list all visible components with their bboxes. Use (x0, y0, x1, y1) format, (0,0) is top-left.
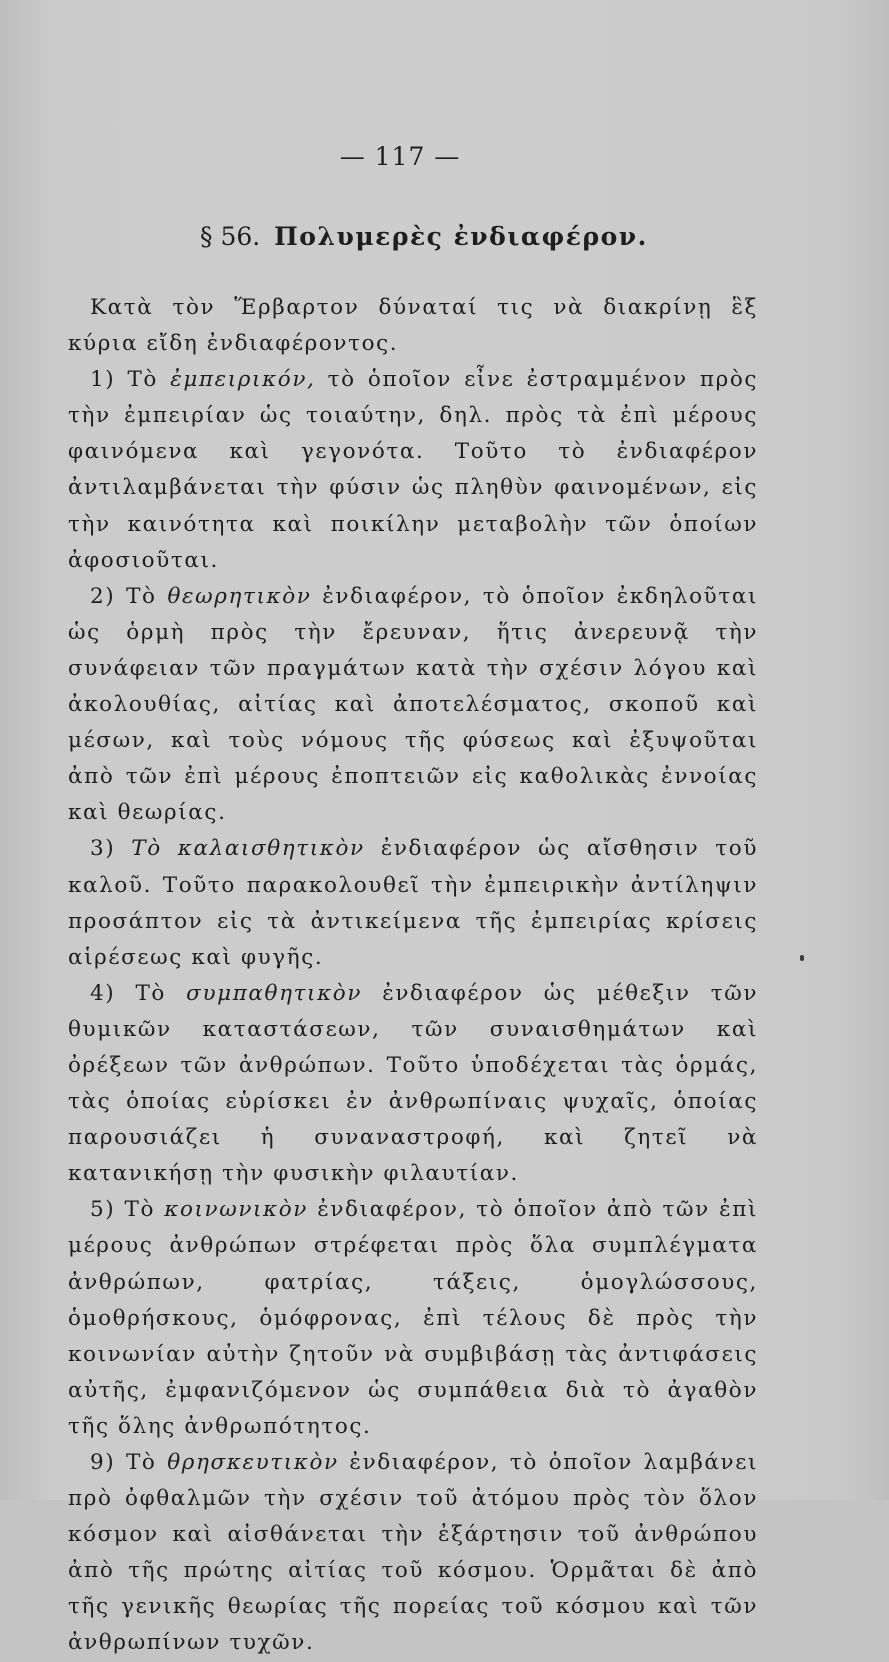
item-term: θρησκευτικὸν (167, 1450, 339, 1475)
item-number: 9) Τὸ (90, 1450, 168, 1475)
item-number: 5) Τὸ (90, 1197, 165, 1223)
page-number: — 117 — (339, 142, 461, 171)
paragraph-item-2 (68, 579, 758, 832)
item-text: ἐνδιαφέρον, τὸ ὁποῖον ἀπὸ τῶν ἐπὶ μέρους ἀνθρώπων στρέφεται πρὸς ὅλα συμπλέγματα ἀνθρώπων, φατρίας, τάξεις, ὁμογλώσσους, ὁμοθρήσκους, ὁμόφρονας, ἐπὶ τέλους δὲ πρὸς τὴν κοινωνίαν αὐτὴν ζητοῦν νὰ συμβιβάσῃ τὰς ἀντιφάσεις αὐτῆς, ἐμφανιζόμενον ὡς συμπάθεια διὰ τὸ ἀγαθὸν τῆς ὅλης ἀνθρωπότητος. (68, 1197, 759, 1439)
paragraph-item-3 (68, 831, 758, 975)
paragraph-item-1 (68, 362, 758, 579)
item-term: συμπαθητικὸν (186, 980, 363, 1006)
item-number: 2) Τὸ (90, 583, 168, 609)
item-text: ἐνδιαφέρον ὡς μέθεξιν τῶν θυμικῶν καταστάσεων, τῶν συναισθημάτων καὶ ὀρέξεων τῶν ἀνθρώπων. Τοῦτο ὑποδέχεται τὰς ὁρμάς, τὰς ὁποίας εὑρίσκει ἐν ἀνθρωπίναις ψυχαῖς, ὁποίας παρουσιάζει ἡ συναναστροφή, καὶ ζητεῖ νὰ κατανικήσῃ τὴν φυσικὴν φιλαυτίαν. (68, 980, 758, 1187)
item-text: τὸ ὁποῖον εἶνε ἐστραμμένον πρὸς τὴν ἐμπειρίαν ὡς τοιαύτην, δηλ. πρὸς τὰ ἐπὶ μέρους φαινόμενα καὶ γεγονότα. Τοῦτο τὸ ἐνδιαφέρον ἀντιλαμβάνεται τὴν φύσιν ὡς πληθὺν φαινομένων, εἰς τὴν καινότητα καὶ ποικίλην μεταβολὴν τῶν ὁποίων ἀφοσιοῦται. (68, 367, 759, 573)
section-title: Πολυμερὲς ἐνδιαφέρον. (274, 222, 648, 251)
item-term: ἐμπειρικόν, (170, 367, 316, 393)
body-text (68, 290, 758, 1662)
item-term: κοινωνικὸν (164, 1197, 308, 1223)
item-number: 4) Τὸ (90, 980, 187, 1006)
paragraph-item-6 (68, 1445, 758, 1662)
item-text: ἐνδιαφέρον, τὸ ὁποῖον λαμβάνει πρὸ ὀφθαλμῶν τὴν σχέσιν τοῦ ἀτόμου πρὸς τὸν ὅλον κόσμον καὶ αἰσθάνεται τὴν ἐξάρτησιν τοῦ ἀνθρώπου ἀπὸ τῆς πρώτης αἰτίας τοῦ κόσμου. Ὁρμᾶται δὲ ἀπὸ τῆς γενικῆς θεωρίας τῆς πορείας τοῦ κόσμου καὶ τῶν ἀνθρωπίνων τυχῶν. (68, 1450, 758, 1656)
paragraph-text: Κατὰ τὸν Ἕρβαρτον δύναταί τις νὰ διακρίνῃ ἓξ κύρια εἴδη ἐνδιαφέροντος. (68, 295, 758, 357)
item-text: ἐνδιαφέρον ὡς αἴσθησιν τοῦ καλοῦ. Τοῦτο παρακολουθεῖ τὴν ἐμπειρικὴν ἀντίληψιν προσάπτον εἰς τὰ ἀντικείμενα τῆς ἐμπειρίας κρίσεις αἱρέσεως καὶ φυγῆς. (68, 836, 759, 970)
item-text: ἐνδιαφέρον, τὸ ὁποῖον ἐκδηλοῦται ὡς ὁρμὴ πρὸς τὴν ἔρευναν, ἥτις ἀνερευνᾷ τὴν συνάφειαν τῶν πραγμάτων κατὰ τὴν σχέσιν λόγου καὶ ἀκολουθίας, αἰτίας καὶ ἀποτελέσματος, σκοποῦ καὶ μέσων, καὶ τοὺς νόμους τῆς φύσεως καὶ ἐξυψοῦται ἀπὸ τῶν ἐπὶ μέρους ἐποπτειῶν εἰς καθολικὰς ἐννοίας καὶ θεωρίας. (68, 583, 758, 826)
section-heading (200, 222, 648, 251)
item-number: 3) (90, 836, 132, 862)
ink-speck (800, 955, 804, 961)
paragraph-item-4 (68, 976, 758, 1193)
item-term: θεωρητικὸν (167, 583, 312, 609)
section-number: § 56. (200, 222, 261, 251)
item-number: 1) Τὸ (90, 367, 171, 393)
paragraph-intro (68, 290, 758, 362)
paragraph-item-5 (68, 1192, 758, 1445)
item-term: Τὸ καλαισθητικὸν (131, 836, 365, 862)
